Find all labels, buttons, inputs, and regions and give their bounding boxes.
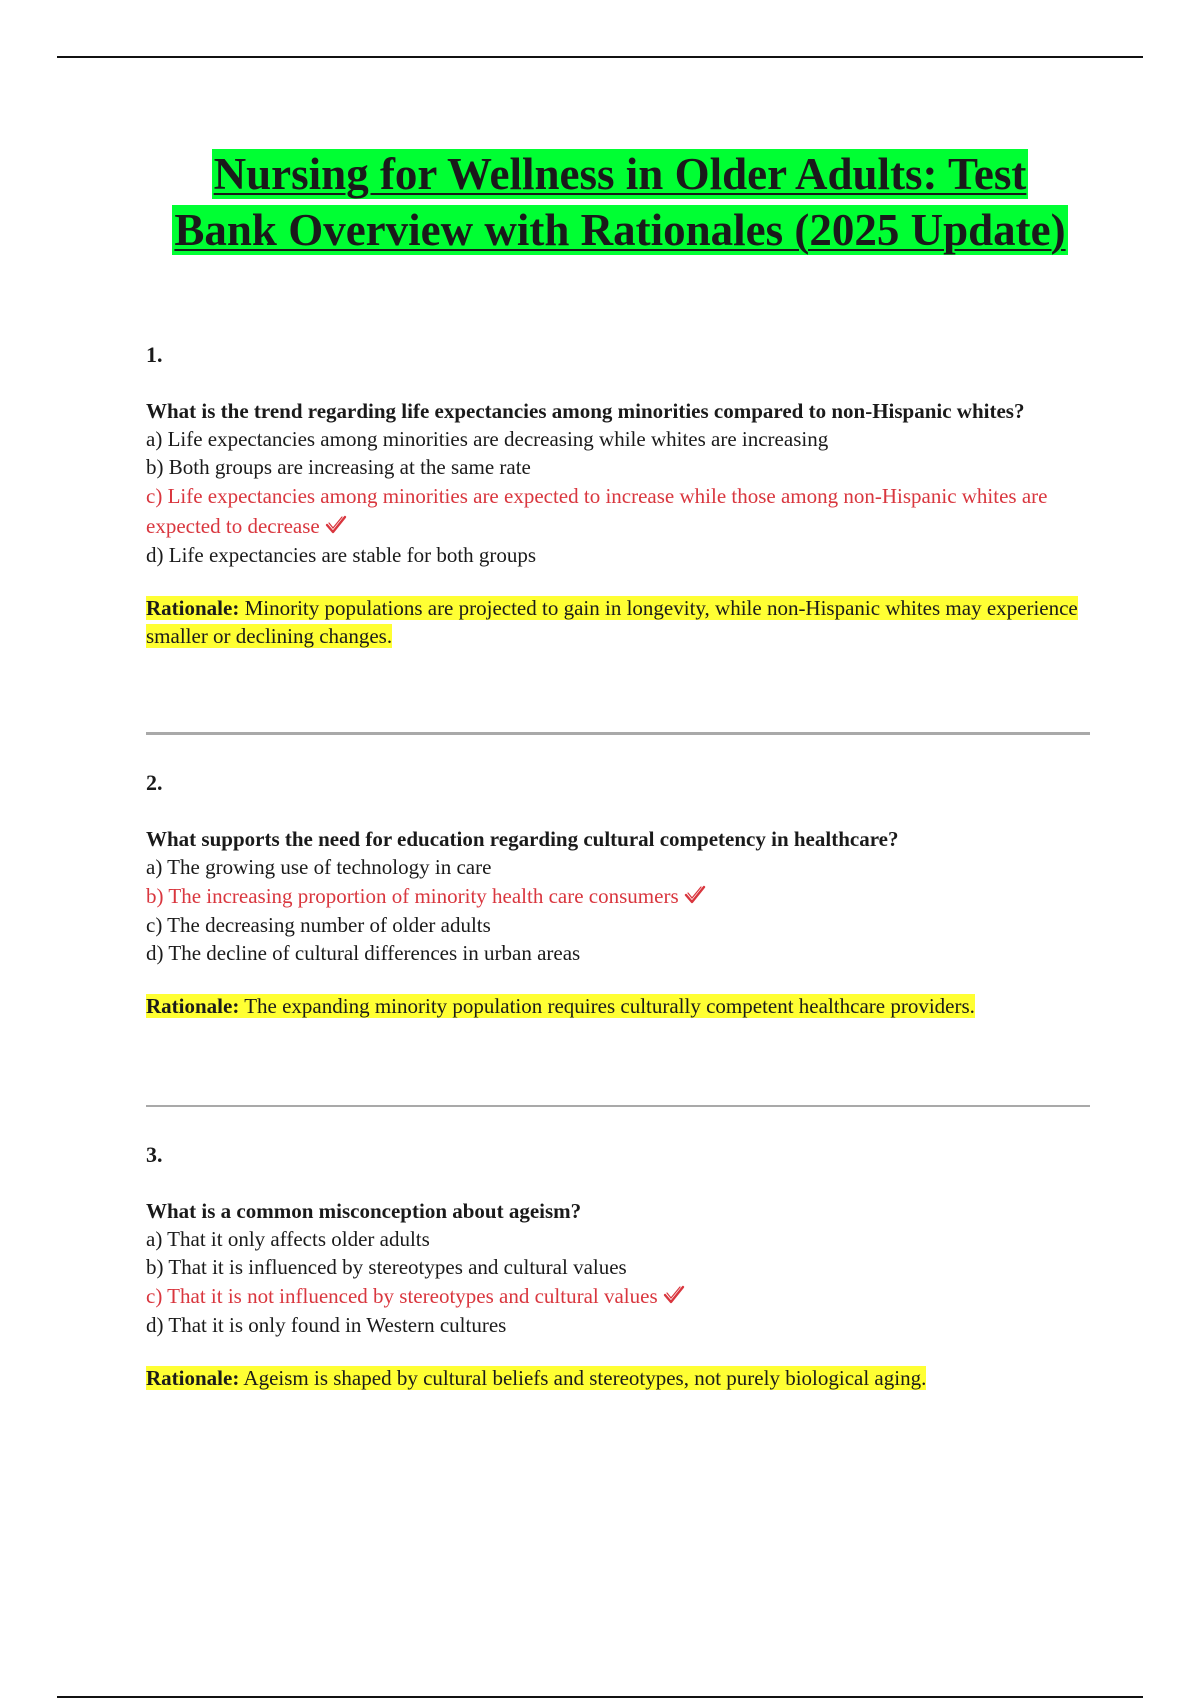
question-number: 2. [146,770,163,795]
correct-option-text: c) That it is not influenced by stereotypes and cultural values [146,1284,658,1308]
page-top-rule [57,56,1143,58]
question-number: 1. [146,342,163,367]
rationale-label: Rationale: [146,994,240,1018]
rationale-label: Rationale: [146,596,240,620]
question-number: 3. [146,1142,163,1167]
question-text: What supports the need for education regarding cultural competency in healthcare? [146,827,899,851]
question-1 [146,341,1086,650]
document-title-text: Nursing for Wellness in Older Adults: Test Bank Overview with Rationales (2025 Update) [174,149,1066,255]
correct-option-text: b) The increasing proportion of minority health care consumers [146,884,679,908]
check-icon [324,514,348,536]
option-b: b) Both groups are increasing at the same rate [146,455,531,479]
option-a: a) The growing use of technology in care [146,855,492,879]
correct-option-text: c) Life expectancies among minorities are expected to increase while those among non-Hispanic whites are expected to decrease [146,484,1048,538]
section-divider [146,732,1090,735]
question-text: What is a common misconception about ageism? [146,1199,582,1223]
check-icon [662,1284,686,1306]
rationale-text: Ageism is shaped by cultural beliefs and stereotypes, not purely biological aging. [243,1366,927,1390]
question-3 [146,1141,1086,1392]
rationale [146,992,1086,1020]
page-bottom-rule [57,1696,1143,1698]
rationale [146,594,1086,650]
rationale-label: Rationale: [146,1366,240,1390]
option-b-correct [146,881,1086,911]
rationale-text: The expanding minority population requires culturally competent healthcare providers. [244,994,975,1018]
option-b: b) That it is influenced by stereotypes and cultural values [146,1255,627,1279]
rationale-text: Minority populations are projected to gain in longevity, while non-Hispanic whites may experience smaller or declining changes. [146,596,1078,648]
option-c: c) The decreasing number of older adults [146,913,491,937]
option-d: d) The decline of cultural differences in urban areas [146,941,581,965]
option-a: a) Life expectancies among minorities are decreasing while whites are increasing [146,427,829,451]
option-c-correct [146,1281,1086,1311]
option-c-correct [146,481,1086,541]
check-icon [683,884,707,906]
option-d: d) Life expectancies are stable for both groups [146,543,537,567]
section-divider [146,1105,1090,1107]
document-title [160,146,1080,258]
question-2 [146,769,1086,1020]
rationale [146,1364,1086,1392]
option-d: d) That it is only found in Western cultures [146,1313,507,1337]
option-a: a) That it only affects older adults [146,1227,430,1251]
question-text: What is the trend regarding life expectancies among minorities compared to non-Hispanic whites? [146,399,1025,423]
